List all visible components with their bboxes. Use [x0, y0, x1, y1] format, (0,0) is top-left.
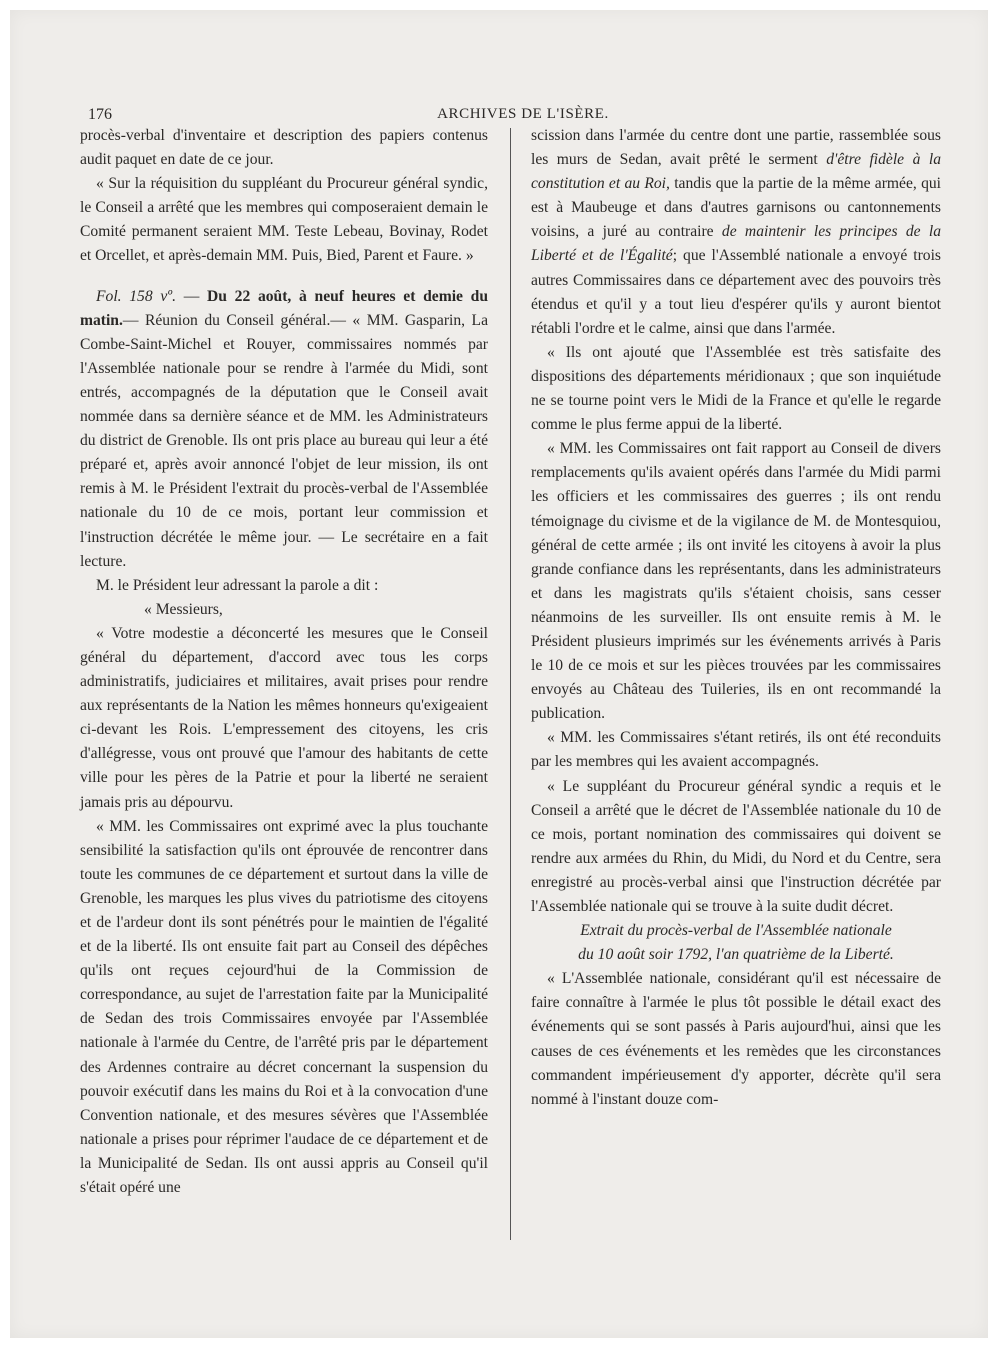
section-heading-line1: Extrait du procès-verbal de l'Assemblée nationale	[580, 922, 892, 940]
paragraph: « Ils ont ajouté que l'Assemblée est très satisfaite des dispositions des départements méridionaux ; que son inquiétude ne se tourne point vers le Midi de la France et qu'elle le regarde comme le plus ferme appui de la liberté.	[531, 343, 941, 434]
paragraph: M. le Président leur adressant la parole a dit :	[96, 576, 379, 594]
italic-phrase: de maintenir les principes de la Liberté et de l'Égalité	[531, 223, 941, 265]
paragraph: « Sur la réquisition du suppléant du Procureur général syndic, le Conseil a arrêté que les membres qui composeraient demain le Comité permanent seraient MM. Teste Lebeau, Bovinay, Rodet et Orcellet, et après-demain MM. Puis, Bied, Parent et Faure. »	[80, 175, 488, 265]
paragraph	[531, 124, 941, 341]
paragraph: « Votre modestie a déconcerté les mesures que le Conseil général du département, d'accord avec tous les corps administratifs, judiciaires et militaires, avait prises pour rendre aux représentants de la Nation les mêmes honneurs qu'exigeaient ci-devant les Rois. L'empressement des citoyens, les cris d'allégresse, vous ont prouvé que l'amour des habitants de cette ville pour les pères de la Patrie et pour la liberté ne seraient jamais pris au dépourvu.	[80, 624, 488, 811]
italic-phrase: d'être fidèle à la constitution et au Roi,	[531, 151, 941, 193]
text-run: ; que l'Assemblé nationale a envoyé trois autres Commissaires dans ce département avec des pouvoirs très étendus et qu'il y a tout lieu d'espérer qu'ils y auront bientot rétabli l'ordre et le calme, ainsi que dans l'armée.	[531, 247, 941, 337]
paragraph: « Le suppléant du Procureur général syndic a requis et le Conseil a arrêté que le décret de l'Assemblée nationale du 10 de ce mois, portant nomination des commissaires qui doivent se rendre aux armées du Rhin, du Midi, du Nord et du Centre, sera enregistré au procès-verbal ainsi que l'instruction décrétée par l'Assemblée nationale qui se trouve à la suite dudit décret.	[531, 777, 941, 915]
folio-entry	[80, 285, 488, 574]
page-number: 176	[88, 106, 112, 123]
paragraph: procès-verbal d'inventaire et description des papiers contenus audit paquet en date de ce jour.	[80, 127, 488, 169]
folio-reference: Fol. 158 vº.	[96, 287, 177, 305]
text-run: scission dans l'armée du centre dont une partie, rassemblée sous les murs de Sedan, avait prêté le serment	[531, 127, 941, 169]
text-run: tandis que la partie de la même armée, qui est à Maubeuge et dans d'autres garnisons ou cantonnements voisins, a juré au contraire	[531, 175, 941, 241]
folio-date: Du 22 août, à neuf heures et demie du matin.	[80, 287, 488, 329]
running-title: ARCHIVES DE L'ISÈRE.	[437, 106, 609, 122]
folio-dash: —	[176, 287, 208, 305]
paragraph: « MM. les Commissaires ont fait rapport au Conseil de divers remplacements qu'ils avaient opérés dans l'armée du Midi parmi les officiers et les commissaires des guerres ; ils ont rendu témoignage du civisme et de la vigilance de M. de Montesquiou, général de cette armée ; ils ont invité les citoyens à avoir la plus grande confiance dans les représentants, dans les administrateurs et dans les magistrats qu'ils s'étaient choisis, sans cesser néanmoins de les surveiller. Ils ont ensuite remis à M. le Président plusieurs imprimés sur les événements arrivés à Paris le 10 de ce mois et sur les pièces trouvées par les commissaires envoyés au Château des Tuileries, ils en ont recommandé la publication.	[531, 440, 941, 723]
section-heading-line2: du 10 août soir 1792, l'an quatrième de la Liberté.	[578, 946, 894, 964]
paragraph: « MM. les Commissaires ont exprimé avec la plus touchante sensibilité la satisfaction qu'ils ont éprouvée de rencontrer dans toute les communes de ce département et surtout dans la ville de Grenoble, les marques les plus vives du patriotisme des citoyens et de l'ardeur dont ils sont pénétrés pour le maintien de l'égalité et de la liberté. Ils ont ensuite fait part au Conseil des dépêches qu'ils ont reçues cejourd'hui de la Commission de correspondance, au sujet de l'arrestation faite par la Municipalité de Sedan des trois Commissaires envoyée par l'Assemblée nationale à l'armée du Centre, de l'arrêté pris par le département des Ardennes contraire au décret concernant la suspension du pouvoir exécutif dans les mains du Roi et à la convocation d'une Convention nationale, et des mesures sévères que l'Assemblée nationale a prises pour réprimer l'audace de ce département et de la Municipalité de Sedan. Ils ont aussi appris au Conseil qu'il s'était opéré une	[80, 817, 488, 1197]
paragraph: « L'Assemblée nationale, considérant qu'il est nécessaire de faire connaître à l'armée le plus tôt possible le détail exact des événements qui se sont passés à Paris aujourd'hui, ainsi que les causes de ces événements et les remèdes que les circonstances commandent impérieusement d'y apporter, décrète qu'il sera nommé à l'instant douze com-	[531, 970, 941, 1108]
salutation: « Messieurs,	[144, 600, 223, 618]
paragraph: « MM. les Commissaires s'étant retirés, ils ont été reconduits par les membres qui les avaient accompagnés.	[531, 729, 941, 771]
left-column	[80, 124, 488, 1200]
right-column	[531, 124, 941, 1112]
column-divider	[510, 128, 511, 1240]
folio-text: — Réunion du Conseil général.— « MM. Gasparin, La Combe-Saint-Michel et Rouyer, commissaires nommés par l'Assemblée nationale pour se rendre à l'armée du Midi, sont entrés, accompagnés de la députation que le Conseil avait nommée dans sa dernière séance et de MM. les Administrateurs du district de Grenoble. Ils ont pris place au bureau qui leur a été préparé et, après avoir annoncé l'objet de leur mission, ils ont remis à M. le Président l'extrait du procès-verbal de l'Assemblée nationale du 10 de ce mois, portant leur commission et l'instruction décrétée le même jour. — Le secrétaire en a fait lecture.	[80, 311, 488, 570]
